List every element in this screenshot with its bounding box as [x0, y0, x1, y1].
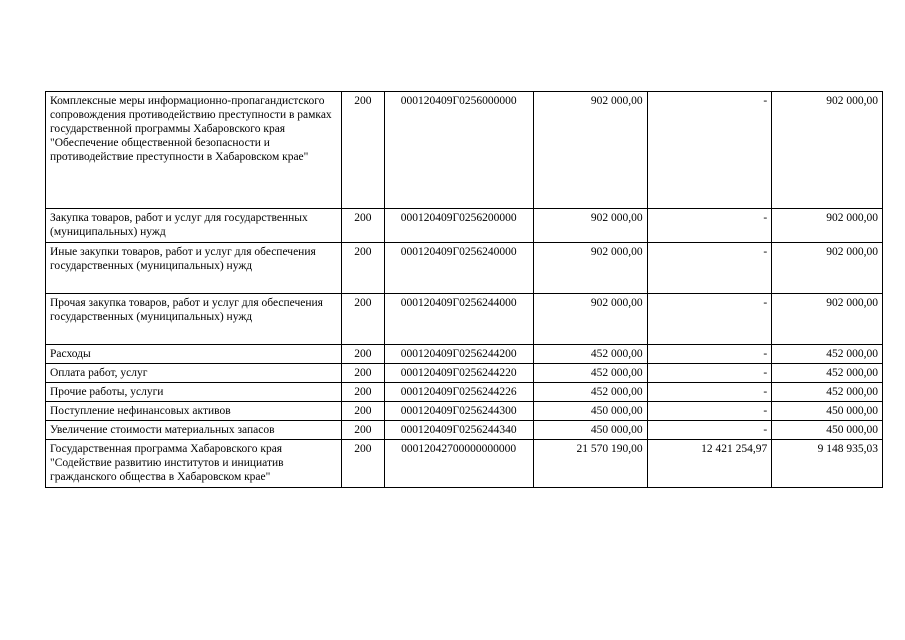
table-row	[46, 421, 883, 440]
expense-name-cell: Прочая закупка товаров, работ и услуг для обеспечения государственных (муниципальных) нужд	[46, 294, 342, 345]
approved-amount-cell: 902 000,00	[533, 294, 647, 345]
executed-amount-cell: -	[647, 364, 772, 383]
remaining-amount-cell: 452 000,00	[772, 364, 883, 383]
executed-amount-cell: -	[647, 294, 772, 345]
expense-name-cell: Увеличение стоимости материальных запасов	[46, 421, 342, 440]
remaining-amount-cell: 450 000,00	[772, 402, 883, 421]
expense-name-cell: Расходы	[46, 345, 342, 364]
budget-class-code-cell: 000120409Г0256244340	[384, 421, 533, 440]
remaining-amount-cell: 902 000,00	[772, 92, 883, 209]
executed-amount-cell: -	[647, 209, 772, 243]
expense-name-cell: Поступление нефинансовых активов	[46, 402, 342, 421]
executed-amount-cell: 12 421 254,97	[647, 440, 772, 488]
expense-name-cell: Оплата работ, услуг	[46, 364, 342, 383]
table-row	[46, 440, 883, 488]
budget-execution-table	[45, 91, 883, 488]
approved-amount-cell: 902 000,00	[533, 243, 647, 294]
line-code-cell: 200	[342, 364, 385, 383]
budget-class-code-cell: 000120409Г0256244300	[384, 402, 533, 421]
table-row	[46, 209, 883, 243]
remaining-amount-cell: 902 000,00	[772, 243, 883, 294]
remaining-amount-cell: 452 000,00	[772, 383, 883, 402]
table-row	[46, 402, 883, 421]
table-row	[46, 243, 883, 294]
executed-amount-cell: -	[647, 345, 772, 364]
budget-class-code-cell: 000120409Г0256200000	[384, 209, 533, 243]
line-code-cell: 200	[342, 383, 385, 402]
remaining-amount-cell: 902 000,00	[772, 209, 883, 243]
remaining-amount-cell: 452 000,00	[772, 345, 883, 364]
table-row	[46, 364, 883, 383]
approved-amount-cell: 902 000,00	[533, 92, 647, 209]
executed-amount-cell: -	[647, 383, 772, 402]
line-code-cell: 200	[342, 440, 385, 488]
executed-amount-cell: -	[647, 421, 772, 440]
expense-name-cell: Комплексные меры информационно-пропагандистского сопровождения противодействию преступности в рамках государственной программы Хабаровского края "Обеспечение общественной безопасности и противодействие преступности в Хабаровском крае"	[46, 92, 342, 209]
expense-name-cell: Закупка товаров, работ и услуг для государственных (муниципальных) нужд	[46, 209, 342, 243]
budget-class-code-cell: 000120409Г0256244226	[384, 383, 533, 402]
remaining-amount-cell: 450 000,00	[772, 421, 883, 440]
budget-class-code-cell: 000120409Г0256244000	[384, 294, 533, 345]
budget-class-code-cell: 000120409Г0256000000	[384, 92, 533, 209]
table-row	[46, 92, 883, 209]
table-row	[46, 383, 883, 402]
table-body	[46, 92, 883, 488]
table-row	[46, 294, 883, 345]
line-code-cell: 200	[342, 402, 385, 421]
approved-amount-cell: 450 000,00	[533, 421, 647, 440]
table-row	[46, 345, 883, 364]
line-code-cell: 200	[342, 243, 385, 294]
executed-amount-cell: -	[647, 92, 772, 209]
budget-class-code-cell: 000120409Г0256244220	[384, 364, 533, 383]
line-code-cell: 200	[342, 294, 385, 345]
budget-class-code-cell: 000120409Г0256244200	[384, 345, 533, 364]
expense-name-cell: Иные закупки товаров, работ и услуг для обеспечения государственных (муниципальных) нужд	[46, 243, 342, 294]
budget-class-code-cell: 00012042700000000000	[384, 440, 533, 488]
approved-amount-cell: 902 000,00	[533, 209, 647, 243]
approved-amount-cell: 452 000,00	[533, 383, 647, 402]
line-code-cell: 200	[342, 92, 385, 209]
approved-amount-cell: 452 000,00	[533, 364, 647, 383]
remaining-amount-cell: 902 000,00	[772, 294, 883, 345]
expense-name-cell: Прочие работы, услуги	[46, 383, 342, 402]
expense-name-cell: Государственная программа Хабаровского края "Содействие развитию институтов и инициатив гражданского общества в Хабаровском крае"	[46, 440, 342, 488]
remaining-amount-cell: 9 148 935,03	[772, 440, 883, 488]
approved-amount-cell: 450 000,00	[533, 402, 647, 421]
line-code-cell: 200	[342, 421, 385, 440]
executed-amount-cell: -	[647, 402, 772, 421]
line-code-cell: 200	[342, 345, 385, 364]
budget-class-code-cell: 000120409Г0256240000	[384, 243, 533, 294]
approved-amount-cell: 452 000,00	[533, 345, 647, 364]
line-code-cell: 200	[342, 209, 385, 243]
executed-amount-cell: -	[647, 243, 772, 294]
approved-amount-cell: 21 570 190,00	[533, 440, 647, 488]
